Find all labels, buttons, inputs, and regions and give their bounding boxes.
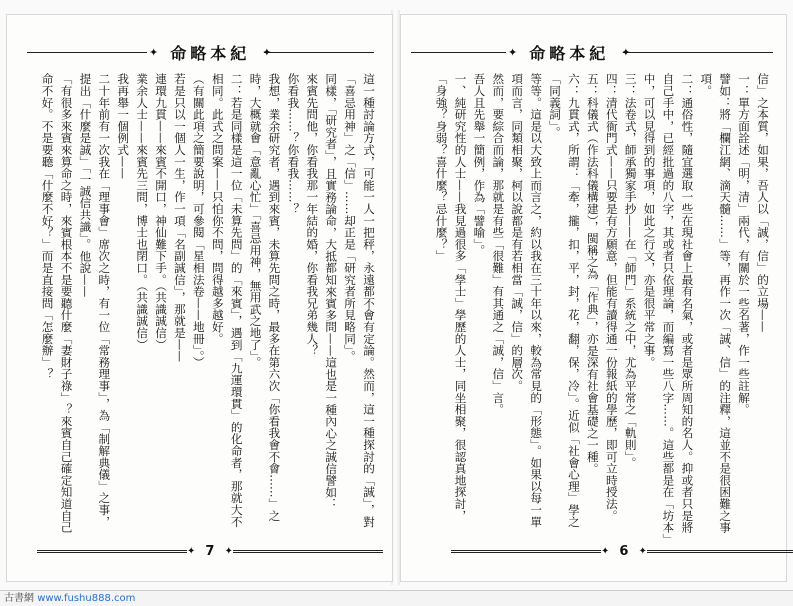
text-line: 連環九貫——來賓不開口，神仙難下手。（共識誠信） [154, 73, 169, 351]
ornament-icon: ✦ [149, 45, 159, 59]
text-line: 自己手中，已經批過的八字，其或者只依理論，而編寫一些八字……。這些都是在「坊本」 [661, 73, 676, 545]
page-number: 6 [619, 544, 629, 559]
text-line: 二：若是同樣是這一位「未算先問」的「來賓」，遇到「九運環貫」的化命者，那就大不 [229, 73, 244, 528]
text-line: 我想，業余研究者，遇到來賓，未算先問之時，最多在第六次「你看我會不會……」之 [267, 73, 282, 522]
text-line: 中，可以見得到的事項，如此之行文，亦是很平常之事。 [642, 73, 657, 368]
book-title: 命略本紀 [170, 43, 251, 63]
text-line: 同樣，「研究者」，且實務論命，大抵都知來賓多問——這也是一種內心之誠信譬如： [324, 73, 339, 510]
text-line: 相同。此式之問案——只怕你不問，問得越多越好。 [210, 73, 225, 345]
header-rule-right [264, 52, 374, 53]
ornament-icon: ✦ [638, 546, 647, 557]
text-line: 「有很多來賓來算命之時，來賓根本不是要聽什麼「妻財子祿」？來賓自己確定知道自己 [59, 73, 74, 534]
body-text [432, 73, 772, 558]
text-line: 五：科儀式（作法科儀構建），閩稱之為「作典」，亦是深有社會基礎之一種。 [585, 73, 600, 475]
body-text [38, 73, 378, 558]
page-footer [451, 544, 793, 559]
text-line: 信」之本質，如果，吾人以「誠，信」的立場—— [756, 73, 770, 333]
text-line: 一、純研究性的人士——我見過很多「學士」學歷的人士，同坐相聚，很認真地探討， [453, 73, 468, 522]
footer-rule [451, 550, 601, 553]
text-line: 六：九貫式，所謂：「牽，攏，扣，平，封，花，翻，保，冷」。近似「社會心理」學之 [566, 73, 581, 528]
text-line: 提出「什麼是誠」「一誠信共識」。他說—— [78, 73, 93, 298]
ornament-icon: ✦ [224, 546, 233, 557]
text-line: 一：單方面詮述「明，清」兩代，有關於一些名著，作一些註解。 [737, 73, 752, 416]
page-header [147, 41, 273, 63]
header-rule-right [623, 52, 773, 53]
footer-rule [647, 550, 793, 553]
watermark-url[interactable]: www.fushu888.com [37, 593, 136, 604]
page-footer [37, 544, 383, 559]
left-page [6, 14, 393, 582]
page-header [506, 41, 632, 63]
text-line: 二：通俗性，隨宜選取一些在現社會上最有名氣，或者是眾所周知的名人。抑或者只是將 [680, 73, 695, 534]
footer-rule [37, 550, 187, 553]
ornament-icon: ✦ [187, 546, 196, 557]
text-line: 時，大概就會「意亂心忙」「喜忌用神，無用武之地了」。 [248, 73, 263, 369]
footer-rule [233, 550, 383, 553]
text-line: 三：法卷式，師承獨家手抄——在「師門」系統之中，尤為平常之「軌則」。 [623, 73, 638, 469]
text-line: 這一種討論方式，可能一人一把秤，永遠都不會有定論。然而，這一種探討的「誠」，對 [362, 73, 376, 528]
ornament-icon: ✦ [508, 45, 518, 59]
header-rule-left [411, 52, 506, 53]
text-line: （有關此項之簡要說明，可參閱「星相法卷——地冊」。） [191, 73, 206, 369]
text-line: 你看我……？你看我……？ [286, 73, 301, 215]
text-line: 若是只以一個人一生，作一項「名副誠信」，那就是—— [172, 73, 187, 363]
text-line: 吾人且先舉一簡例，作為「譬喻」。 [472, 73, 487, 256]
header-rule-left [27, 52, 147, 53]
page-number: 7 [205, 544, 215, 559]
text-line: 二十年前有一次我在「理事會」席次之時，有一位「常務理事」，為「制解典儀」之事， [97, 73, 112, 528]
right-page [400, 14, 787, 582]
site-watermark [0, 590, 793, 606]
text-line: 「身強？身弱？喜什麼？忌什麼？」 [434, 73, 449, 262]
text-line: 「同義詞」。 [548, 73, 563, 138]
text-line: 來賓先問他，你看我那一年結的婚，你看我兄弟幾人？ [305, 73, 320, 357]
text-line: 命不好。不是要聽「什麼不好？」而是直接問「怎麼辦」？ [40, 73, 55, 380]
text-line: 業余人士——來賓先三問，博士也閉口。（共識誠信） [135, 73, 150, 351]
text-line: 我再舉一個例式—— [116, 73, 131, 180]
text-line: 四：清代衙門式——只要是有方願意，但能有讀得通一份報紙的學歷，即可立時授法。 [604, 73, 619, 522]
text-line: 項。 [699, 73, 714, 97]
text-line: 等等。這是以大致上而言之，約以我在三十年以來，較為常見的「形態」。如果以每一單 [529, 73, 544, 528]
text-line: 「喜忌用神」之「信」……却正是「研究者所見略同」。 [343, 73, 358, 363]
ornament-icon: ✦ [621, 45, 631, 59]
ornament-icon: ✦ [601, 546, 610, 557]
text-line: 項而言，同類相聚，柯以說都是有若相當「誠，信」的層次。 [510, 73, 525, 392]
ornament-icon: ✦ [262, 45, 272, 59]
book-title: 命略本紀 [529, 43, 610, 63]
text-line: 然而，要綜合而論，那就是有些「很難」有其通之「誠，信」言。 [491, 73, 506, 416]
text-line: 譬如：將「欄江網、滴天髓……」等，再作一次「誠、信」的注釋，這並不是很困難之事 [718, 73, 733, 534]
watermark-site-name: 古書網 [4, 593, 34, 604]
